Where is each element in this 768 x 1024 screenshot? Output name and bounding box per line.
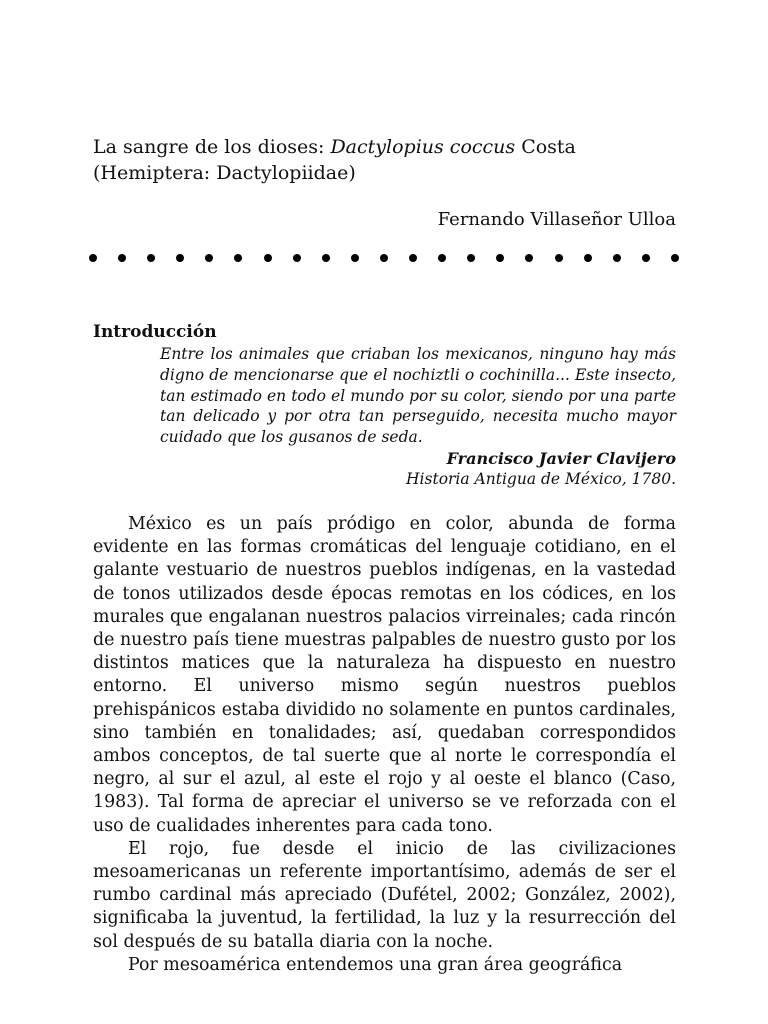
epigraph-quote: Entre los animales que criaban los mexicanos, ninguno hay más digno de mencionarse que el nochiztli o cochinilla... Este insecto, tan estimado en todo el mundo por su color, siendo por una parte tan delicado y por otra tan perseguido, necesita mucho mayor cuidado que los gusanos de seda. <box>160 345 676 447</box>
document-title <box>93 134 676 186</box>
title-part-1: La sangre de los dioses: <box>93 136 331 158</box>
divider-dot <box>642 254 650 262</box>
divider-dot <box>555 254 563 262</box>
epigraph-author: Francisco Javier Clavijero <box>446 449 676 468</box>
divider-dot <box>234 254 242 262</box>
divider-dot <box>322 254 330 262</box>
divider-dot <box>438 254 446 262</box>
divider-dot <box>205 254 213 262</box>
dotted-divider <box>89 249 679 267</box>
divider-dot <box>351 254 359 262</box>
section-heading: Introducción <box>93 322 217 342</box>
paragraph: México es un país pródigo en color, abunda de forma evidente en las formas cromáticas del lenguaje cotidiano, en el galante vestuario de nuestros pueblos indígenas, en la vastedad de tonos utilizados desde épocas remotas en los códices, en los murales que engalanan nuestros palacios virreinales; cada rincón de nuestro país tiene muestras palpables de nuestro gusto por los distintos matices que la naturaleza ha dispuesto en nuestro entorno. El universo mismo según nuestros pueblos prehispánicos estaba dividido no solamente en puntos cardinales, sino también en tonalidades; así, quedaban correspondidos ambos conceptos, de tal suerte que al norte le correspondía el negro, al sur el azul, al este el rojo y al oeste el blanco (Caso, 1983). Tal forma de apreciar el universo se ve reforzada con el uso de cualidades inherentes para cada tono. <box>93 514 676 836</box>
paragraph: El rojo, fue desde el inicio de las civilizaciones mesoamericanas un referente importantísimo, además de ser el rumbo cardinal más apreciado (Dufétel, 2002; González, 2002), significaba la juventud, la fertilidad, la luz y la resurrección del sol después de su batalla diaria con la noche. <box>93 838 676 952</box>
divider-dot <box>467 254 475 262</box>
divider-dot <box>380 254 388 262</box>
epigraph-source: Historia Antigua de México, 1780. <box>406 470 676 488</box>
divider-dot <box>118 254 126 262</box>
divider-dot <box>496 254 504 262</box>
divider-dot <box>584 254 592 262</box>
title-part-2: Costa (Hemiptera: Dactylopiidae) <box>93 136 576 184</box>
divider-dot <box>525 254 533 262</box>
divider-dot <box>147 254 155 262</box>
divider-dot <box>671 254 679 262</box>
paragraph: Por mesoamérica entendemos una gran área geográfica <box>128 954 623 975</box>
divider-dot <box>264 254 272 262</box>
divider-dot <box>293 254 301 262</box>
divider-dot <box>613 254 621 262</box>
author-name: Fernando Villaseñor Ulloa <box>437 209 676 230</box>
divider-dot <box>89 254 97 262</box>
body-text <box>93 513 676 977</box>
divider-dot <box>409 254 417 262</box>
title-species-name: Dactylopius coccus <box>330 136 516 158</box>
divider-dot <box>176 254 184 262</box>
